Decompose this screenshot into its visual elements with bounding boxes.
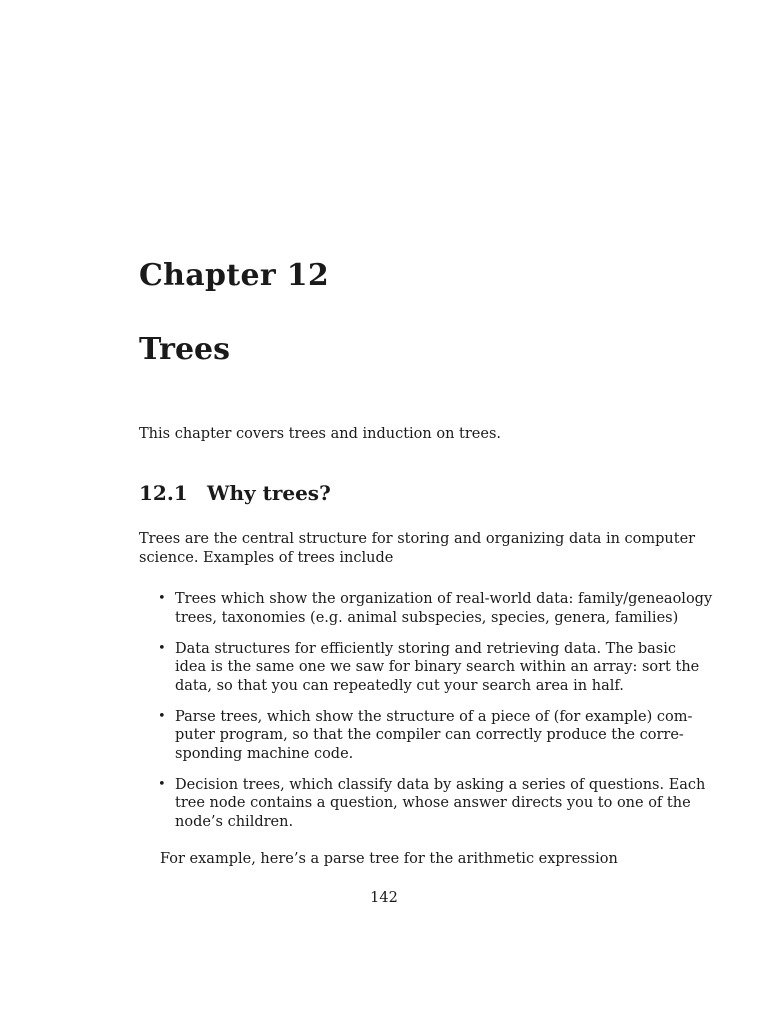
list-item-line: node’s children. (175, 813, 294, 830)
bullet-icon: • (158, 591, 166, 606)
list-item (158, 590, 713, 627)
section-paragraph (139, 530, 696, 567)
list-item-line: sponding machine code. (175, 745, 354, 762)
list-item (158, 708, 693, 764)
list-item-line: tree node contains a question, whose answer directs you to one of the (175, 795, 691, 811)
bullet-icon: • (158, 776, 166, 792)
paragraph-line: science. Examples of trees include (139, 549, 394, 566)
bullet-icon: • (158, 640, 166, 656)
chapter-label: Chapter 12 (139, 258, 330, 293)
list-item-line: puter program, so that the compiler can correctly produce the corre- (175, 727, 684, 743)
closing-sentence: For example, here’s a parse tree for the arithmetic expression (160, 851, 618, 867)
list-item (158, 640, 700, 696)
list-item (158, 776, 706, 832)
list-item-line: data, so that you can repeatedly cut your search area in half. (175, 677, 624, 694)
section-heading (139, 481, 331, 505)
list-item-line: idea is the same one we saw for binary search within an array: sort the (175, 659, 700, 675)
list-item-line: Data structures for efficiently storing and retrieving data. The basic (175, 640, 677, 657)
chapter-intro: This chapter covers trees and induction on trees. (139, 426, 501, 442)
list-item-line: Trees which show the organization of real-world data: family/geneaology (175, 591, 713, 607)
section-title: Why trees? (207, 481, 331, 505)
section-number: 12.1 (139, 481, 188, 505)
paragraph-line: Trees are the central structure for storing and organizing data in computer (139, 531, 696, 547)
bullet-icon: • (158, 708, 166, 724)
list-item-line: Decision trees, which classify data by asking a series of questions. Each (175, 776, 706, 793)
list-item-line: Parse trees, which show the structure of a piece of (for example) com- (175, 708, 693, 725)
examples-list (158, 590, 713, 844)
list-item-line: trees, taxonomies (e.g. animal subspecies, species, genera, families) (175, 609, 679, 626)
chapter-title: Trees (139, 332, 231, 367)
page-number: 142 (370, 890, 398, 906)
